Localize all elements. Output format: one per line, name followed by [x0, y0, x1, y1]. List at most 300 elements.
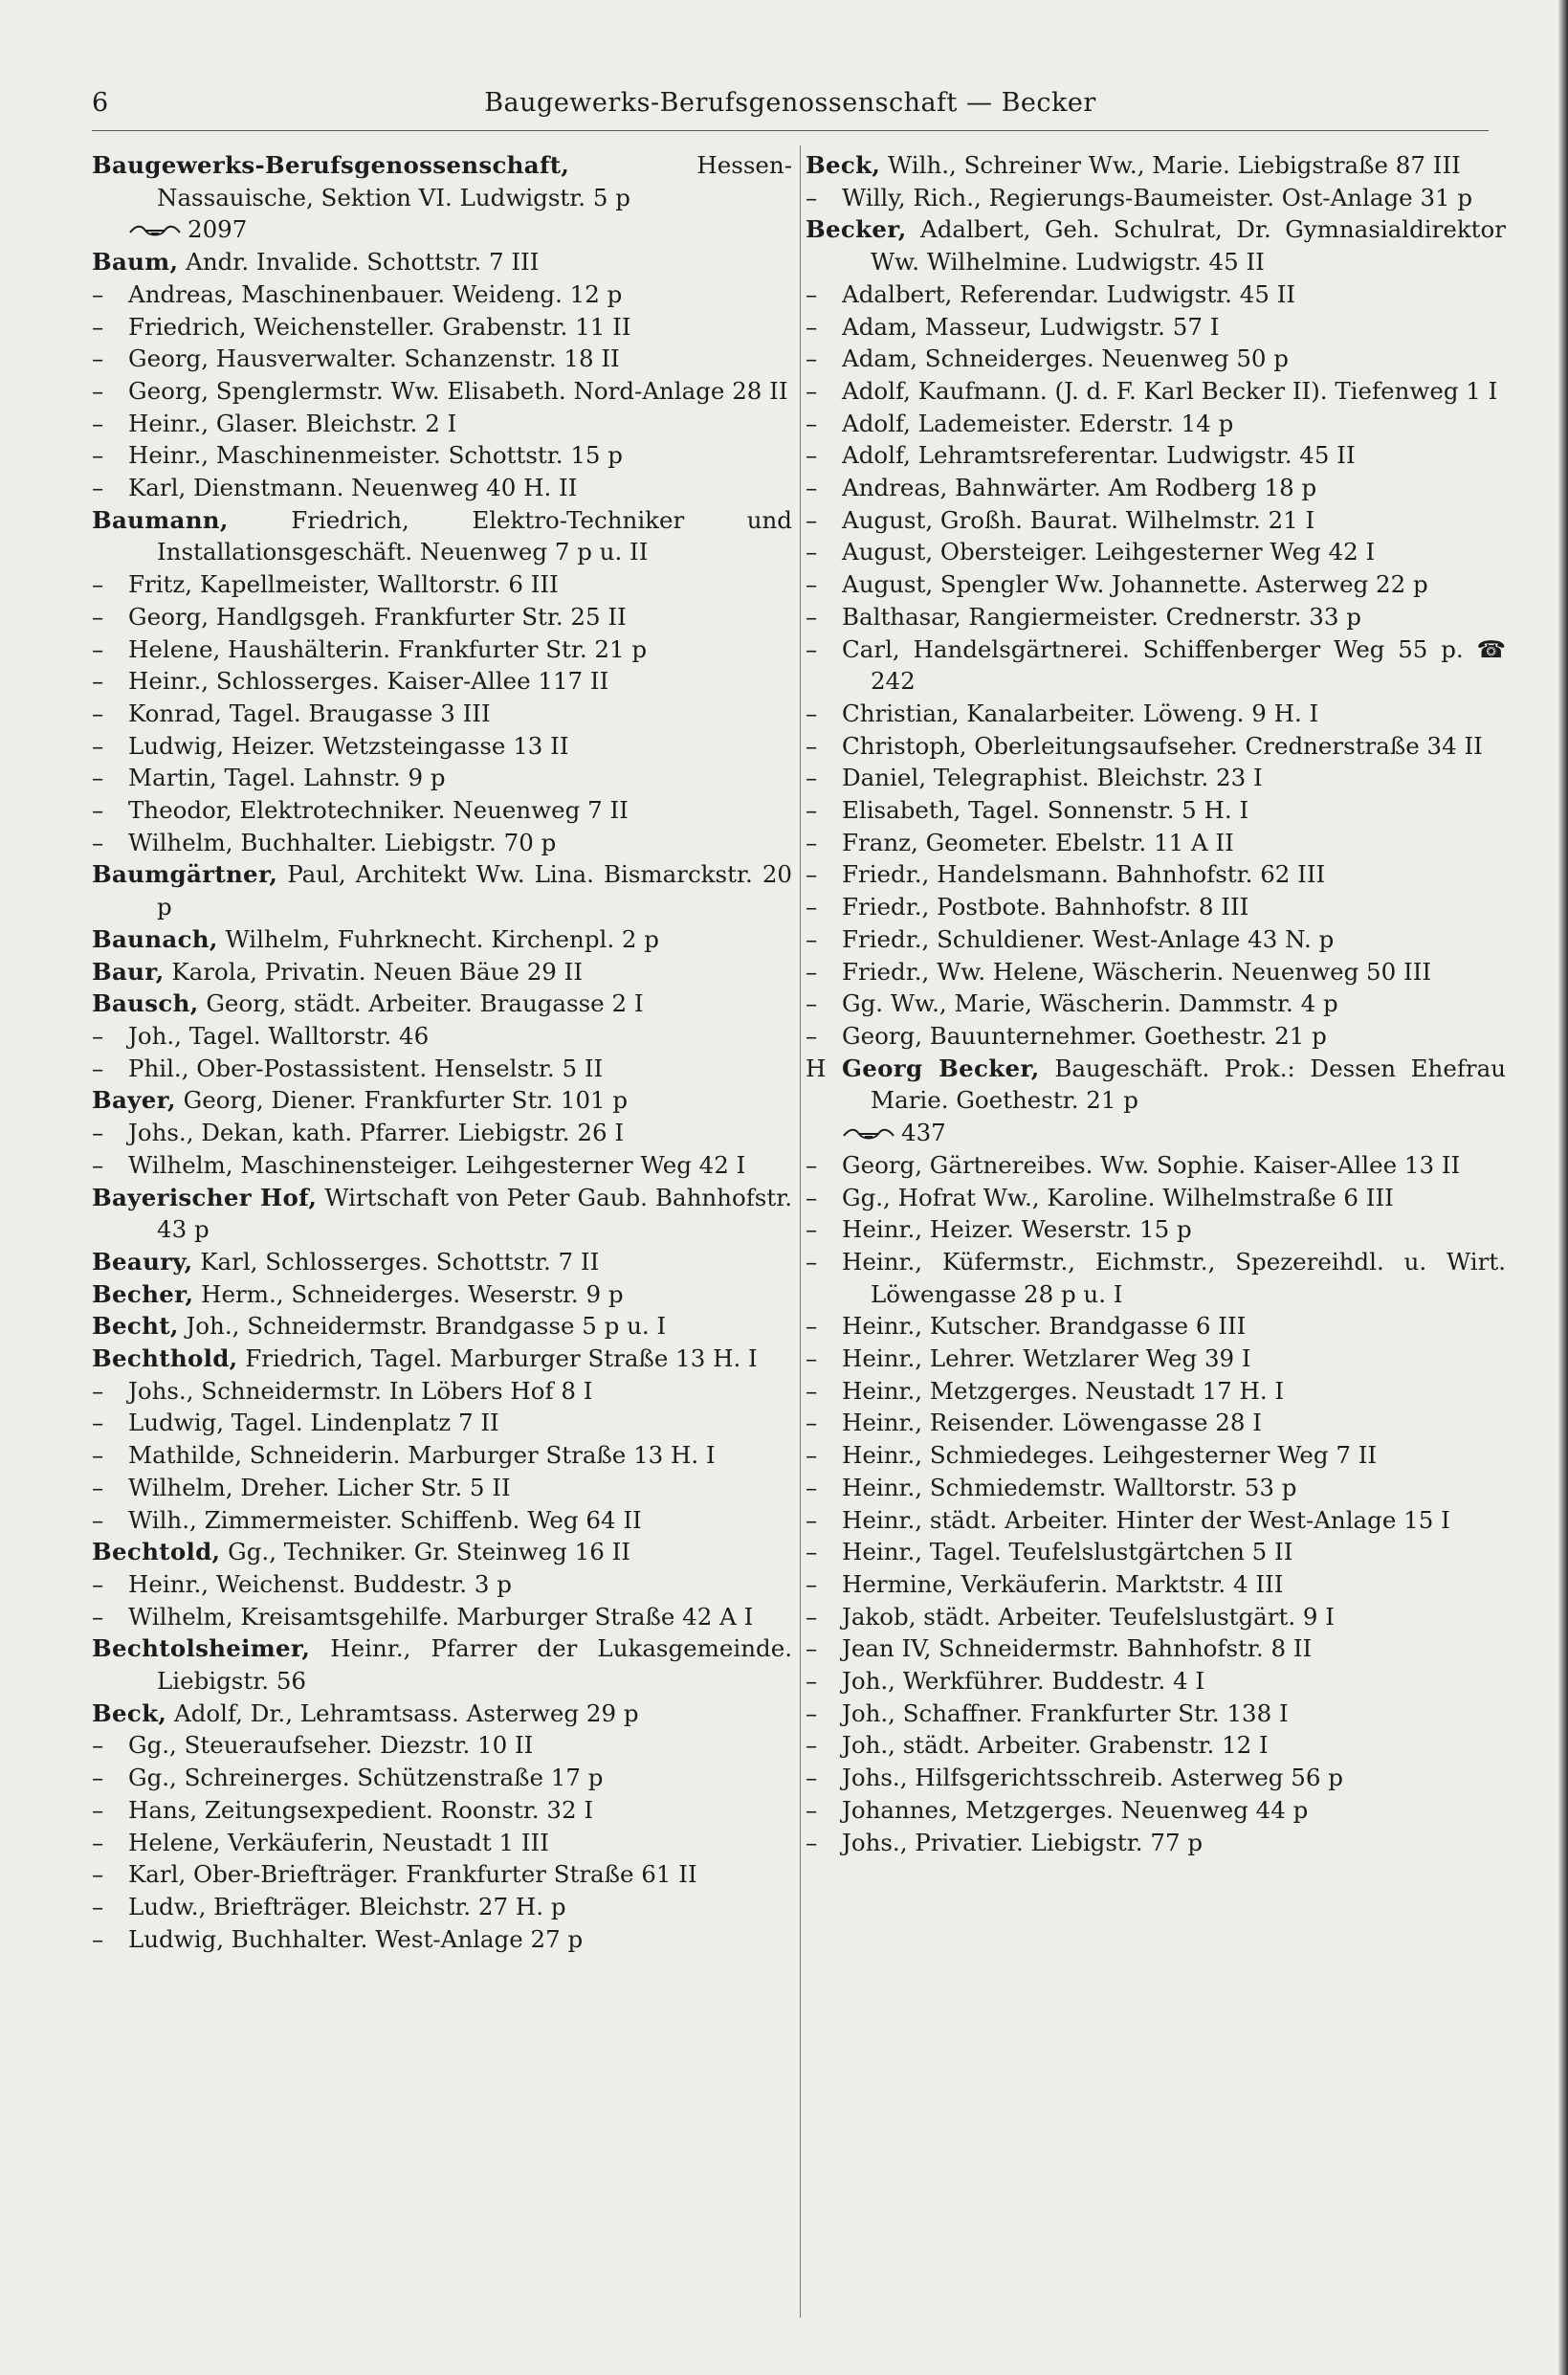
entry-text: Georg, Hausverwalter. Schanzenstr. 18 II — [128, 344, 620, 373]
directory-entry-firm — [806, 1053, 1506, 1117]
ditto-dash: – — [806, 1795, 818, 1824]
ditto-dash: – — [92, 409, 104, 437]
entry-text: Gg. Ww., Marie, Wäscherin. Dammstr. 4 p — [842, 989, 1338, 1018]
ditto-dash: – — [92, 1860, 104, 1889]
entry-text: Adam, Masseur, Ludwigstr. 57 I — [842, 312, 1220, 341]
entry-surname: Bechtold, — [92, 1538, 221, 1566]
entry-text: Christian, Kanalarbeiter. Löweng. 9 H. I — [842, 699, 1319, 727]
ditto-dash: – — [806, 570, 818, 599]
entry-text: Heinr., Lehrer. Wetzlarer Weg 39 I — [842, 1344, 1251, 1373]
directory-entry-sub — [92, 601, 792, 633]
directory-entry-sub — [806, 408, 1506, 440]
directory-entry-main — [92, 1536, 792, 1568]
directory-entry-sub — [806, 439, 1506, 472]
entry-text: August, Spengler Ww. Johannette. Asterweg 22 p — [842, 570, 1428, 599]
entry-text: Joh., Werkführer. Buddestr. 4 I — [842, 1667, 1205, 1696]
ditto-dash: – — [92, 1150, 104, 1179]
directory-entry-sub — [806, 1536, 1506, 1568]
column-divider — [800, 145, 801, 2318]
entry-text: Wilhelm, Buchhalter. Liebigstr. 70 p — [128, 828, 557, 856]
entry-text: Gg., Techniker. Gr. Steinweg 16 II — [228, 1538, 630, 1566]
entry-surname: Becht, — [92, 1312, 179, 1341]
directory-entry-sub — [92, 1504, 792, 1537]
directory-entry-sub — [806, 956, 1506, 988]
entry-surname: Baur, — [92, 957, 165, 986]
entry-text: Heinr., Maschinenmeister. Schottstr. 15 p — [128, 441, 623, 470]
ditto-dash: – — [806, 344, 818, 373]
directory-entry-main — [92, 149, 792, 213]
directory-entry-sub — [806, 472, 1506, 504]
entry-text: Heinr., Reisender. Löwengasse 28 I — [842, 1409, 1262, 1437]
ditto-dash: – — [806, 1731, 818, 1760]
page-number: 6 — [92, 88, 109, 118]
entry-text: Wilhelm, Dreher. Licher Str. 5 II — [128, 1473, 511, 1501]
directory-entry-main — [92, 1632, 792, 1697]
entry-text: Paul, Architekt Ww. Lina. Bismarckstr. 20 p — [157, 860, 792, 921]
ditto-dash: – — [92, 376, 104, 405]
ditto-dash: – — [806, 1344, 818, 1373]
ditto-dash: – — [806, 1441, 818, 1470]
ditto-dash: – — [806, 699, 818, 727]
directory-entry-sub — [806, 827, 1506, 859]
entry-text: Ludwig, Heizer. Wetzsteingasse 13 II — [128, 731, 569, 760]
directory-entry-sub — [92, 1827, 792, 1859]
directory-entry-sub — [92, 1439, 792, 1472]
entry-text: Wilhelm, Maschinensteiger. Leihgesterner Weg 42 I — [128, 1150, 746, 1179]
directory-entry-main — [92, 504, 792, 568]
directory-entry-sub — [806, 1020, 1506, 1053]
entry-text: Adolf, Lademeister. Ederstr. 14 p — [842, 409, 1234, 437]
entry-text: Willy, Rich., Regierungs-Baumeister. Ost-Anlage 31 p — [842, 183, 1473, 211]
firm-name: Georg Becker, — [842, 1054, 1040, 1082]
entry-text: Heinr., Weichenst. Buddestr. 3 p — [128, 1569, 512, 1598]
entry-surname: Becker, — [806, 215, 907, 244]
directory-entry-sub — [806, 182, 1506, 214]
ditto-dash: – — [92, 731, 104, 760]
entry-text: Johs., Schneidermstr. In Löbers Hof 8 I — [128, 1376, 593, 1405]
ditto-dash: – — [92, 1828, 104, 1856]
directory-entry-sub — [806, 1698, 1506, 1730]
ditto-dash: – — [806, 1634, 818, 1663]
directory-entry-sub — [92, 278, 792, 311]
entry-text: Karl, Ober-Briefträger. Frankfurter Straße 61 II — [128, 1860, 697, 1889]
ditto-dash: – — [806, 989, 818, 1018]
directory-entry-sub — [92, 1601, 792, 1633]
directory-entry-sub — [806, 794, 1506, 827]
entry-text: Joh., Tagel. Walltorstr. 46 — [128, 1021, 430, 1050]
entry-surname: Bechtolsheimer, — [92, 1634, 311, 1663]
entry-text: Johannes, Metzgerges. Neuenweg 44 p — [842, 1795, 1309, 1824]
ditto-dash: – — [806, 1569, 818, 1598]
ditto-dash: – — [92, 1376, 104, 1405]
ditto-dash: – — [92, 1054, 104, 1082]
entry-text: Joh., Schneidermstr. Brandgasse 5 p u. I — [186, 1312, 667, 1341]
ditto-dash: – — [806, 860, 818, 889]
directory-entry-sub — [92, 408, 792, 440]
entry-text: Adalbert, Geh. Schulrat, Dr. Gymnasialdirektor Ww. Wilhelmine. Ludwigstr. 45 II — [871, 215, 1506, 277]
entry-text: Adolf, Lehramtsreferentar. Ludwigstr. 45 II — [842, 441, 1356, 470]
entry-surname: Baumgärtner, — [92, 860, 278, 889]
ditto-dash: – — [92, 1409, 104, 1437]
ditto-dash: – — [806, 1312, 818, 1341]
ditto-dash: – — [806, 1602, 818, 1631]
ditto-dash: – — [92, 1021, 104, 1050]
entry-text: Heinr., Schmiedemstr. Walltorstr. 53 p — [842, 1473, 1297, 1501]
entry-text: Friedr., Handelsmann. Bahnhofstr. 62 III — [842, 860, 1326, 889]
entry-text: Gg., Schreinerges. Schützenstraße 17 p — [128, 1764, 604, 1792]
ditto-dash: – — [92, 1892, 104, 1920]
ditto-dash: – — [92, 764, 104, 792]
ditto-dash: – — [806, 538, 818, 566]
directory-entry-sub — [806, 375, 1506, 408]
directory-entry-sub — [806, 891, 1506, 923]
entry-text: Mathilde, Schneiderin. Marburger Straße 13 H. I — [128, 1441, 716, 1470]
entry-text: Wilh., Schreiner Ww., Marie. Liebigstraße 87 III — [888, 151, 1461, 179]
ditto-dash: – — [806, 376, 818, 405]
directory-entry-sub — [92, 311, 792, 344]
telephone-line — [806, 1117, 1506, 1149]
ditto-dash: – — [806, 602, 818, 631]
entry-text: Hans, Zeitungsexpedient. Roonstr. 32 I — [128, 1795, 594, 1824]
directory-entry-main — [92, 956, 792, 988]
entry-text: Gg., Steueraufseher. Diezstr. 10 II — [128, 1731, 534, 1760]
directory-entry-sub — [92, 568, 792, 601]
entry-text: Heinr., Heizer. Weserstr. 15 p — [842, 1215, 1192, 1244]
entry-text: Heinr., Schlosserges. Kaiser-Allee 117 II — [128, 667, 609, 696]
directory-entry-sub — [806, 1601, 1506, 1633]
directory-entry-sub — [806, 1149, 1506, 1182]
ditto-dash: – — [92, 1505, 104, 1534]
entry-text: Johs., Hilfsgerichtsschreib. Asterweg 56 p — [842, 1764, 1343, 1792]
entry-text: Friedrich, Elektro-Techniker und Installationsgeschäft. Neuenweg 7 p u. II — [157, 505, 792, 566]
directory-entry-sub — [92, 1117, 792, 1149]
ditto-dash: – — [92, 699, 104, 727]
ditto-dash: – — [806, 1505, 818, 1534]
entry-text: Heinr., Glaser. Bleichstr. 2 I — [128, 409, 457, 437]
entry-text: Andreas, Maschinenbauer. Weideng. 12 p — [128, 279, 623, 308]
entry-text: Konrad, Tagel. Braugasse 3 III — [128, 699, 491, 727]
entry-text: Baugeschäft. Prok.: Dessen Ehefrau Marie. Goethestr. 21 p — [871, 1054, 1506, 1115]
ditto-dash: – — [92, 667, 104, 696]
entry-text: Hessen-Nassauische, Sektion VI. Ludwigstr. 5 p — [157, 151, 792, 211]
entry-text: Wilh., Zimmermeister. Schiffenb. Weg 64 II — [128, 1505, 642, 1534]
right-column — [806, 149, 1506, 1858]
directory-entry-sub — [806, 1439, 1506, 1472]
entry-text: Georg, Spenglermstr. Ww. Elisabeth. Nord-Anlage 28 II — [128, 376, 788, 405]
directory-entry-sub — [806, 536, 1506, 568]
directory-entry-sub — [92, 472, 792, 504]
directory-entry-sub — [92, 1407, 792, 1439]
ditto-dash: – — [806, 731, 818, 760]
ditto-dash: – — [806, 893, 818, 921]
entry-text: Heinr., Tagel. Teufelslustgärtchen 5 II — [842, 1538, 1293, 1566]
directory-entry-sub — [806, 504, 1506, 537]
ditto-dash: – — [806, 1409, 818, 1437]
directory-entry-sub — [92, 1149, 792, 1182]
directory-entry-sub — [806, 601, 1506, 633]
ditto-dash: – — [92, 474, 104, 502]
entry-text: Friedrich, Weichensteller. Grabenstr. 11 II — [128, 312, 631, 341]
directory-entry-main — [92, 1310, 792, 1343]
directory-entry-sub — [806, 1794, 1506, 1827]
entry-text: Georg, städt. Arbeiter. Braugasse 2 I — [206, 989, 644, 1018]
ditto-dash: – — [806, 1764, 818, 1792]
entry-text: Andreas, Bahnwärter. Am Rodberg 18 p — [842, 474, 1317, 502]
directory-entry-sub — [806, 1504, 1506, 1537]
entry-text: Joh., städt. Arbeiter. Grabenstr. 12 I — [842, 1731, 1269, 1760]
directory-entry-sub — [806, 1472, 1506, 1504]
entry-text: Franz, Geometer. Ebelstr. 11 A II — [842, 828, 1234, 856]
left-column — [92, 149, 792, 1955]
entry-text: Wirtschaft von Peter Gaub. Bahnhofstr. 43 p — [157, 1183, 792, 1244]
directory-entry-sub — [806, 1213, 1506, 1246]
directory-entry-sub — [806, 1568, 1506, 1601]
directory-entry-sub — [92, 1923, 792, 1956]
entry-text: Heinr., Schmiedeges. Leihgesterner Weg 7 II — [842, 1441, 1378, 1470]
entry-text: Karl, Schlosserges. Schottstr. 7 II — [200, 1247, 600, 1276]
ditto-dash: – — [92, 634, 104, 663]
entry-text: Georg, Gärtnereibes. Ww. Sophie. Kaiser-Allee 13 II — [842, 1150, 1461, 1179]
entry-text: Balthasar, Rangiermeister. Crednerstr. 33 p — [842, 602, 1361, 631]
entry-text: Heinr., Küfermstr., Eichmstr., Spezereihdl. u. Wirt. Löwengasse 28 p u. I — [842, 1247, 1506, 1308]
ditto-dash: – — [806, 1698, 818, 1727]
entry-text: Friedrich, Tagel. Marburger Straße 13 H. I — [245, 1344, 758, 1373]
ditto-dash: – — [92, 1441, 104, 1470]
entry-surname: Bausch, — [92, 989, 199, 1018]
directory-entry-sub — [806, 988, 1506, 1020]
entry-text: Elisabeth, Tagel. Sonnenstr. 5 H. I — [842, 796, 1249, 825]
entry-text: Friedr., Ww. Helene, Wäscherin. Neuenweg 50 III — [842, 957, 1432, 986]
ditto-dash: – — [806, 312, 818, 341]
entry-text: Martin, Tagel. Lahnstr. 9 p — [128, 764, 446, 792]
ditto-dash: – — [92, 1569, 104, 1598]
entry-surname: Beck, — [92, 1698, 167, 1727]
entry-text: Johs., Dekan, kath. Pfarrer. Liebigstr. 26 I — [128, 1119, 625, 1147]
ditto-dash: – — [806, 1021, 818, 1050]
entry-text: Adalbert, Referendar. Ludwigstr. 45 II — [842, 279, 1296, 308]
entry-surname: Baum, — [92, 248, 179, 277]
entry-text: Ludwig, Tagel. Lindenplatz 7 II — [128, 1409, 499, 1437]
ditto-dash: – — [92, 1473, 104, 1501]
entry-text: Hermine, Verkäuferin. Marktstr. 4 III — [842, 1569, 1284, 1598]
directory-entry-main — [92, 1246, 792, 1278]
ditto-dash: – — [806, 924, 818, 953]
telephone-number: 437 — [901, 1119, 946, 1147]
entry-text: Georg, Diener. Frankfurter Str. 101 p — [183, 1086, 629, 1115]
page-header — [92, 88, 1489, 126]
ditto-dash: – — [806, 764, 818, 792]
entry-text: Andr. Invalide. Schottstr. 7 III — [186, 248, 540, 277]
page-edge-shadow — [1558, 0, 1568, 2375]
entry-text: Carl, Handelsgärtnerei. Schiffenberger Weg 55 p. ☎ 242 — [842, 634, 1506, 696]
ditto-dash: – — [92, 1731, 104, 1760]
ditto-dash: – — [806, 1538, 818, 1566]
ditto-dash: – — [806, 1150, 818, 1179]
directory-entry-sub — [806, 1729, 1506, 1762]
directory-entry-sub — [92, 794, 792, 827]
entry-text: Adolf, Dr., Lehramtsass. Asterweg 29 p — [174, 1698, 639, 1727]
entry-surname: Bayerischer Hof, — [92, 1183, 318, 1211]
entry-text: Wilhelm, Fuhrknecht. Kirchenpl. 2 p — [225, 924, 659, 953]
entry-text: Helene, Haushälterin. Frankfurter Str. 21 p — [128, 634, 648, 663]
directory-entry-sub — [92, 762, 792, 794]
entry-text: Adam, Schneiderges. Neuenweg 50 p — [842, 344, 1289, 373]
entry-text: Georg, Handlgsgeh. Frankfurter Str. 25 II — [128, 602, 627, 631]
entry-text: Joh., Schaffner. Frankfurter Str. 138 I — [842, 1698, 1289, 1727]
directory-entry-sub — [806, 278, 1506, 311]
entry-text: Friedr., Postbote. Bahnhofstr. 8 III — [842, 893, 1249, 921]
directory-entry-sub — [806, 1827, 1506, 1859]
ditto-dash: – — [92, 279, 104, 308]
directory-entry-sub — [806, 568, 1506, 601]
ditto-dash: – — [92, 1119, 104, 1147]
ditto-dash: – — [92, 1764, 104, 1792]
directory-entry-sub — [806, 698, 1506, 730]
ditto-dash: – — [806, 441, 818, 470]
ditto-dash: – — [806, 828, 818, 856]
entry-surname: Baugewerks-Berufsgenossenschaft, — [92, 151, 570, 179]
directory-entry-sub — [806, 1182, 1506, 1214]
entry-text: Heinr., Metzgerges. Neustadt 17 H. I — [842, 1376, 1285, 1405]
entry-text: Heinr., städt. Arbeiter. Hinter der West-Anlage 15 I — [842, 1505, 1450, 1534]
directory-entry-sub — [806, 1310, 1506, 1343]
entry-text: Adolf, Kaufmann. (J. d. F. Karl Becker II). Tiefenweg 1 I — [842, 376, 1498, 405]
entry-surname: Baumann, — [92, 505, 229, 534]
directory-entry-main — [806, 149, 1506, 182]
directory-entry-sub — [806, 858, 1506, 891]
directory-entry-sub — [92, 633, 792, 666]
ditto-dash: – — [92, 1602, 104, 1631]
directory-entry-sub — [92, 1053, 792, 1085]
ditto-dash: – — [806, 1183, 818, 1211]
entry-text: Johs., Privatier. Liebigstr. 77 p — [842, 1828, 1204, 1856]
entry-text: Georg, Bauunternehmer. Goethestr. 21 p — [842, 1021, 1327, 1050]
directory-entry-main — [92, 1343, 792, 1375]
ditto-dash: – — [92, 1924, 104, 1953]
entry-surname: Bechthold, — [92, 1344, 238, 1373]
directory-entry-sub — [806, 1375, 1506, 1408]
entry-text: Herm., Schneiderges. Weserstr. 9 p — [201, 1279, 624, 1308]
entry-text: Friedr., Schuldiener. West-Anlage 43 N. p — [842, 924, 1335, 953]
directory-entry-sub — [92, 1729, 792, 1762]
telephone-line — [92, 213, 792, 246]
directory-entry-main — [92, 1182, 792, 1246]
entry-text: August, Großh. Baurat. Wilhelmstr. 21 I — [842, 505, 1315, 534]
entry-surname: Baunach, — [92, 924, 218, 953]
directory-entry-sub — [92, 827, 792, 859]
directory-entry-main — [92, 246, 792, 278]
ditto-dash: – — [92, 828, 104, 856]
firm-register-mark: H — [806, 1054, 827, 1082]
directory-entry-main — [92, 988, 792, 1020]
entry-text: Helene, Verkäuferin, Neustadt 1 III — [128, 1828, 549, 1856]
directory-entry-main — [92, 1698, 792, 1730]
entry-text: Heinr., Pfarrer der Lukasgemeinde. Liebigstr. 56 — [157, 1634, 792, 1696]
directory-entry-sub — [806, 311, 1506, 344]
directory-entry-sub — [92, 439, 792, 472]
directory-entry-main — [806, 213, 1506, 277]
directory-entry-main — [92, 858, 792, 922]
ditto-dash: – — [92, 796, 104, 825]
entry-text: Wilhelm, Kreisamtsgehilfe. Marburger Straße 42 A I — [128, 1602, 754, 1631]
telephone-icon — [842, 1126, 895, 1143]
ditto-dash: – — [92, 441, 104, 470]
ditto-dash: – — [806, 1473, 818, 1501]
ditto-dash: – — [806, 634, 818, 663]
directory-entry-sub — [92, 1794, 792, 1827]
directory-entry-main — [92, 1278, 792, 1311]
directory-entry-sub — [92, 1375, 792, 1408]
ditto-dash: – — [806, 1247, 818, 1276]
directory-entry-sub — [92, 375, 792, 408]
entry-text: Jean IV, Schneidermstr. Bahnhofstr. 8 II — [842, 1634, 1313, 1663]
directory-entry-sub — [806, 1632, 1506, 1665]
directory-entry-sub — [92, 1891, 792, 1923]
directory-entry-main — [92, 923, 792, 956]
directory-entry-sub — [92, 1472, 792, 1504]
directory-entry-sub — [806, 923, 1506, 956]
directory-entry-sub — [92, 698, 792, 730]
ditto-dash: – — [806, 1215, 818, 1244]
ditto-dash: – — [806, 796, 818, 825]
ditto-dash: – — [806, 1376, 818, 1405]
entry-text: Heinr., Kutscher. Brandgasse 6 III — [842, 1312, 1247, 1341]
directory-entry-sub — [806, 1407, 1506, 1439]
entry-text: Gg., Hofrat Ww., Karoline. Wilhelmstraße 6 III — [842, 1183, 1394, 1211]
directory-entry-main — [92, 1084, 792, 1117]
entry-surname: Beck, — [806, 151, 881, 179]
directory-entry-sub — [806, 1665, 1506, 1698]
directory-entry-sub — [806, 1762, 1506, 1794]
header-rule — [92, 130, 1489, 131]
entry-text: Jakob, städt. Arbeiter. Teufelslustgärt. 9 I — [842, 1602, 1335, 1631]
directory-entry-sub — [806, 1343, 1506, 1375]
telephone-icon — [128, 223, 182, 240]
directory-entry-sub — [92, 343, 792, 375]
ditto-dash: – — [806, 183, 818, 211]
directory-entry-sub — [92, 1020, 792, 1053]
directory-entry-sub — [806, 762, 1506, 794]
entry-surname: Beaury, — [92, 1247, 193, 1276]
directory-entry-sub — [806, 343, 1506, 375]
directory-entry-sub — [92, 665, 792, 698]
ditto-dash: – — [806, 1667, 818, 1696]
directory-entry-sub — [806, 730, 1506, 763]
ditto-dash: – — [92, 344, 104, 373]
directory-entry-sub — [92, 730, 792, 763]
entry-text: Karl, Dienstmann. Neuenweg 40 H. II — [128, 474, 578, 502]
running-title: Baugewerks-Berufsgenossenschaft — Becker — [484, 88, 1096, 118]
ditto-dash: – — [92, 602, 104, 631]
entry-text: August, Obersteiger. Leihgesterner Weg 42 I — [842, 538, 1376, 566]
entry-text: Daniel, Telegraphist. Bleichstr. 23 I — [842, 764, 1263, 792]
entry-text: Ludw., Briefträger. Bleichstr. 27 H. p — [128, 1892, 566, 1920]
directory-entry-sub — [806, 633, 1506, 698]
directory-entry-sub — [92, 1762, 792, 1794]
telephone-number: 2097 — [188, 215, 248, 244]
entry-text: Fritz, Kapellmeister, Walltorstr. 6 III — [128, 570, 559, 599]
directory-entry-sub — [92, 1568, 792, 1601]
entry-text: Ludwig, Buchhalter. West-Anlage 27 p — [128, 1924, 584, 1953]
ditto-dash: – — [806, 957, 818, 986]
ditto-dash: – — [806, 279, 818, 308]
ditto-dash: – — [92, 312, 104, 341]
ditto-dash: – — [92, 570, 104, 599]
directory-entry-sub — [92, 1858, 792, 1891]
entry-surname: Bayer, — [92, 1086, 176, 1115]
ditto-dash: – — [806, 409, 818, 437]
entry-text: Theodor, Elektrotechniker. Neuenweg 7 II — [128, 796, 629, 825]
